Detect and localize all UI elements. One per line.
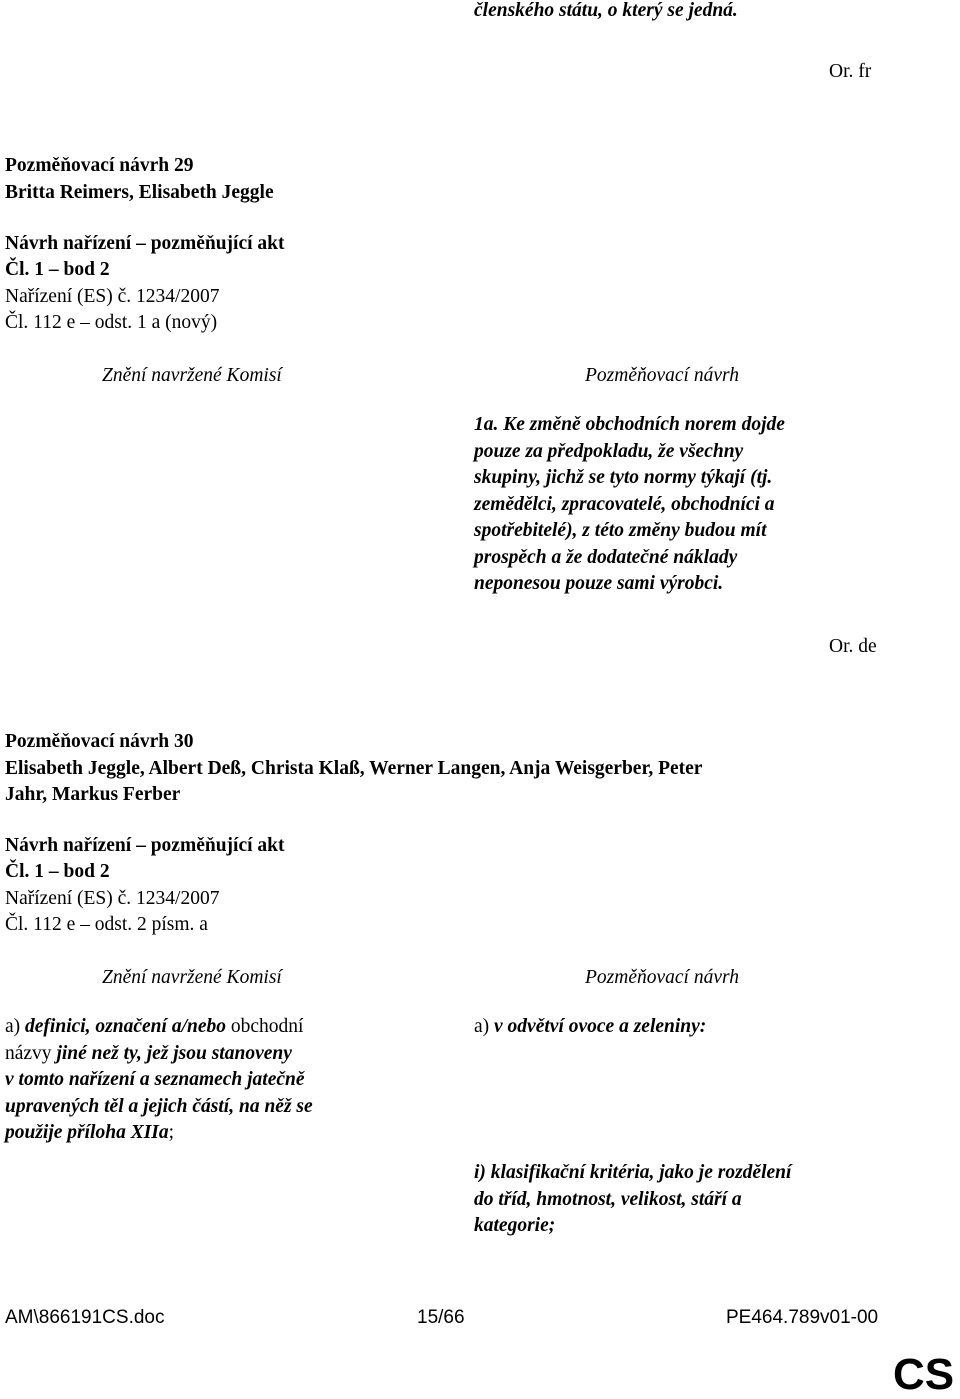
text-run-deleted: použije příloha XIIa xyxy=(5,1122,169,1143)
footer-document-id: AM\866191CS.doc xyxy=(5,1307,165,1328)
amendment-29-ref-proposal: Návrh nařízení – pozměňující akt xyxy=(5,233,285,254)
amendment-30-commission-text xyxy=(5,1014,313,1147)
commission-text-line: v tomto nařízení a seznamech jatečně xyxy=(5,1069,305,1090)
amendment-30-amendment-text-a xyxy=(474,1014,706,1041)
footer-page-number: 15/66 xyxy=(417,1307,465,1328)
amendment-29-text-line: prospěch a že dodatečné náklady xyxy=(474,546,738,568)
commission-text-line xyxy=(5,1120,313,1147)
text-run-deleted: definici, označení a/nebo xyxy=(25,1016,226,1037)
amendment-29-text-line: spotřebitelé), z této změny budou mít xyxy=(474,520,767,541)
amendment-29-text-line: 1a. Ke změně obchodních norem dojde xyxy=(474,414,785,435)
language-code-mark: CS xyxy=(893,1350,955,1399)
amendment-29-column-commission: Znění navržené Komisí xyxy=(102,365,282,386)
amendment-29-ref-article: Čl. 1 – bod 2 xyxy=(5,259,110,280)
text-run: obchodní xyxy=(225,1016,304,1037)
amendment-text-line: do tříd, hmotnost, velikost, stáří a xyxy=(474,1188,742,1210)
amendment-text-line: kategorie; xyxy=(474,1215,556,1236)
text-run: názvy xyxy=(5,1042,57,1064)
amendment-29-text-line: neponesou pouze sami výrobci. xyxy=(474,573,724,594)
amendment-29-column-amendment: Pozměňovací návrh xyxy=(585,365,739,386)
amendment-30-ref-point: Čl. 112 e – odst. 2 písm. a xyxy=(5,914,208,935)
text-run: ; xyxy=(168,1122,175,1143)
amendment-30-authors-line2: Jahr, Markus Ferber xyxy=(5,784,181,805)
amendment-30-amendment-text-i xyxy=(474,1160,791,1240)
amendment-29-authors: Britta Reimers, Elisabeth Jeggle xyxy=(5,182,274,203)
amendment-30-ref-proposal: Návrh nařízení – pozměňující akt xyxy=(5,835,285,856)
amendment-30-column-amendment: Pozměňovací návrh xyxy=(585,967,739,988)
amendment-29-title: Pozměňovací návrh 29 xyxy=(5,155,194,176)
amendment-30-ref-regulation: Nařízení (ES) č. 1234/2007 xyxy=(5,888,220,909)
amendment-29-ref-paragraph: Čl. 112 e – odst. 1 a (nový) xyxy=(5,312,218,333)
amendment-29-text xyxy=(474,412,785,598)
original-language-de: Or. de xyxy=(829,636,877,657)
amendment-30-ref-article: Čl. 1 – bod 2 xyxy=(5,861,110,882)
commission-text-line xyxy=(5,1041,313,1068)
amendment-text-line: i) klasifikační kritéria, jako je rozdělení xyxy=(474,1162,792,1183)
amendment-29-text-line: pouze za předpokladu, že všechny xyxy=(474,440,744,462)
text-run-added: v odvětví ovoce a zeleniny: xyxy=(494,1016,707,1037)
amendment-30-title: Pozměňovací návrh 30 xyxy=(5,731,194,752)
footer-reference: PE464.789v01-00 xyxy=(726,1307,879,1328)
amendment-29-text-line: zemědělci, zpracovatelé, obchodníci a xyxy=(474,493,775,515)
text-run: a) xyxy=(474,1016,495,1037)
amendment-29-ref-regulation: Nařízení (ES) č. 1234/2007 xyxy=(5,286,220,307)
previous-text-fragment: členského státu, o který se jedná. xyxy=(474,0,738,21)
commission-text-line xyxy=(5,1014,313,1041)
text-run-deleted: jiné než ty, jež jsou stanoveny xyxy=(56,1042,292,1064)
amendment-30-authors-line1: Elisabeth Jeggle, Albert Deß, Christa Klaß, Werner Langen, Anja Weisgerber, Peter xyxy=(5,758,703,779)
amendment-29-text-line: skupiny, jichž se tyto normy týkají (tj. xyxy=(474,467,773,488)
text-run: a) xyxy=(5,1016,26,1037)
amendment-30-column-commission: Znění navržené Komisí xyxy=(102,967,282,988)
commission-text-line: upravených těl a jejich částí, na něž se xyxy=(5,1095,313,1117)
original-language-fr: Or. fr xyxy=(829,61,872,82)
